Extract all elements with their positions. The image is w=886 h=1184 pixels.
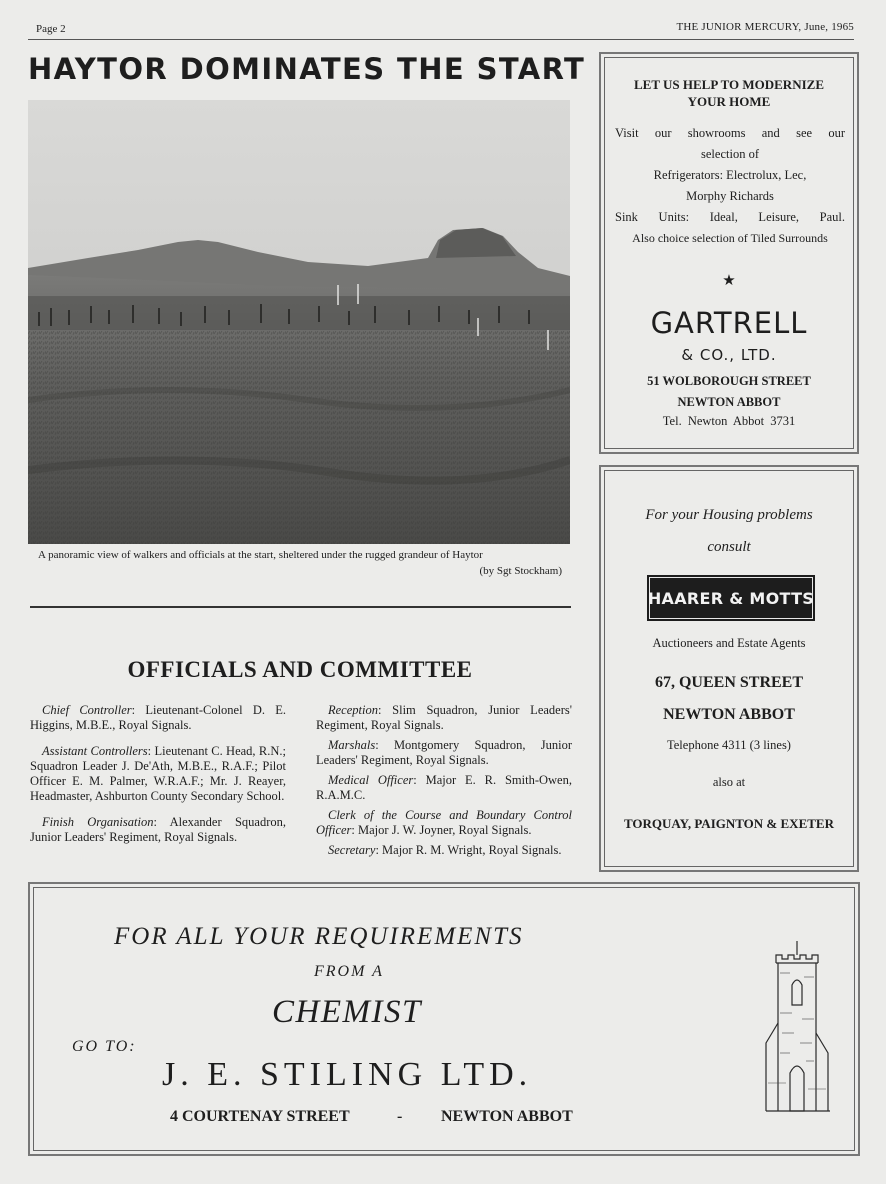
gartrell-name: GARTRELL: [650, 306, 808, 340]
official-entry: Assistant Controllers: Lieutenant C. Head, R.N.; Squadron Leader J. De'Ath, M.B.E., R.A.F.; Pilot Officer E. M. Palmer, W.R.A.F.; Mr. J. Reayer, Headmaster, Ashburton County Secondary School.: [30, 744, 286, 803]
chemist-go-to: GO TO:: [72, 1038, 137, 1055]
haarer-address-street: 67, QUEEN STREET: [654, 674, 804, 691]
haarer-consult: consult: [707, 539, 751, 555]
officials-left-column: [30, 703, 286, 856]
official-entry: Marshals: Montgomery Squadron, Junior Leaders' Regiment, Royal Signals.: [316, 738, 572, 767]
haarer-motts-advertisement: [604, 470, 854, 867]
gartrell-headline: LET US HELP TO MODERNIZE YOUR HOME: [633, 77, 824, 109]
haarer-motts-logo: HAARER & MOTTS: [647, 575, 815, 621]
page-number: Page 2: [36, 23, 66, 35]
star-icon: ★: [722, 273, 736, 289]
header-rule: [28, 39, 854, 40]
official-entry: Reception: Slim Squadron, Junior Leaders' Regiment, Royal Signals.: [316, 703, 572, 732]
gartrell-body: Visit our showrooms and see our selection of Refrigerators: Electrolux, Lec, Morphy Richards Sink Units: Ideal, Leisure, Paul. Also choice selection of Tiled Surrounds: [615, 126, 845, 245]
article-headline: HAYTOR DOMINATES THE START: [28, 52, 586, 86]
chemist-town: NEWTON ABBOT: [441, 1108, 573, 1125]
officials-title: OFFICIALS AND COMMITTEE: [127, 657, 473, 682]
chemist-address-separator: -: [397, 1108, 403, 1125]
gartrell-suffix: & CO., LTD.: [681, 346, 777, 364]
chemist-line-1: FOR ALL YOUR REQUIREMENTS: [114, 923, 524, 950]
official-entry: Clerk of the Course and Boundary Control Officer: Major J. W. Joyner, Royal Signals.: [316, 808, 572, 837]
haarer-also-at: also at: [712, 775, 746, 789]
haytor-photo-illustration: [28, 100, 570, 544]
chemist-line-3: CHEMIST: [272, 994, 422, 1030]
official-entry: Chief Controller: Lieutenant-Colonel D. E. Higgins, M.B.E., Royal Signals.: [30, 703, 286, 732]
gartrell-address: 51 WOLBOROUGH STREET NEWTON ABBOT: [647, 374, 811, 409]
section-rule: [30, 606, 571, 608]
haarer-telephone: Telephone 4311 (3 lines): [667, 738, 791, 752]
photo-caption: [38, 549, 562, 577]
gartrell-telephone: Tel. Newton Abbot 3731: [662, 414, 796, 428]
running-head: THE JUNIOR MERCURY, June, 1965: [676, 21, 854, 33]
official-entry: Secretary: Major R. M. Wright, Royal Signals.: [328, 843, 562, 857]
gartrell-advertisement: [604, 57, 854, 449]
official-entry: Medical Officer: Major E. R. Smith-Owen, R.A.M.C.: [316, 773, 572, 802]
church-tower-icon: [756, 933, 836, 1123]
haytor-photo: [28, 100, 570, 544]
photo-credit: (by Sgt Stockham): [479, 565, 562, 577]
chemist-company-name: J. E. STILING LTD.: [162, 1056, 533, 1093]
officials-right-column: [316, 703, 572, 863]
official-entry: Finish Organisation: Alexander Squadron, Junior Leaders' Regiment, Royal Signals.: [30, 815, 286, 844]
haarer-branch-towns: TORQUAY, PAIGNTON & EXETER: [624, 816, 834, 831]
photo-caption-text: A panoramic view of walkers and officials at the start, sheltered under the rugged grandeur of Haytor: [38, 549, 483, 561]
haarer-address-town: NEWTON ABBOT: [663, 706, 795, 723]
chemist-line-2: FROM A: [314, 963, 384, 980]
chemist-advertisement: [33, 887, 855, 1151]
haarer-tagline: For your Housing problems: [645, 507, 813, 523]
haarer-description: Auctioneers and Estate Agents: [652, 636, 806, 650]
chemist-street: 4 COURTENAY STREET: [170, 1108, 350, 1125]
